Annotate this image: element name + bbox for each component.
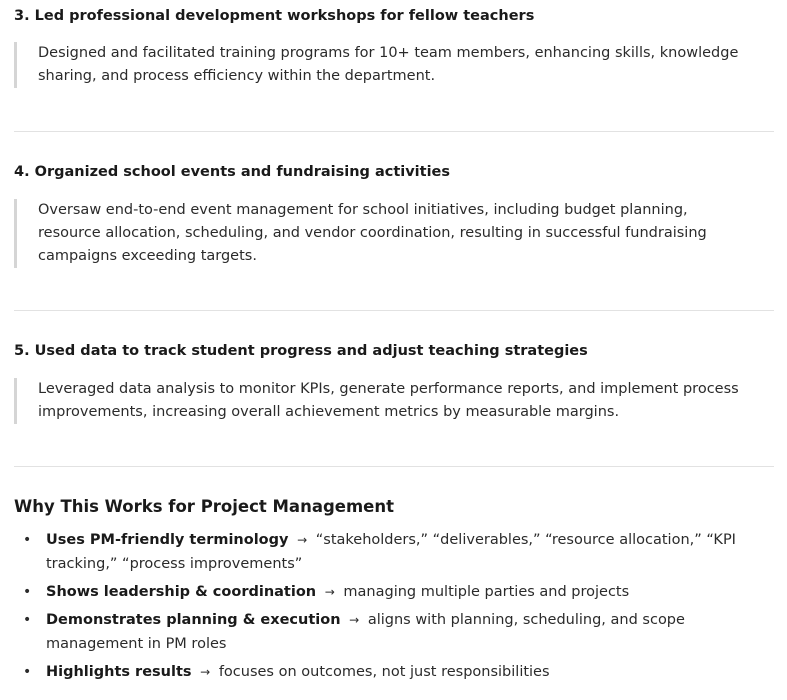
bullet-item (20, 580, 770, 604)
item-heading-3: 3. Led professional development workshops for fellow teachers (14, 8, 535, 24)
bullet-item (20, 608, 770, 656)
bullet-item (20, 660, 770, 684)
bullet-dot-icon: • (23, 584, 32, 600)
item-heading-5: 5. Used data to track student progress and adjust teaching strategies (14, 343, 588, 359)
divider (14, 310, 774, 311)
bullet-lead: Shows leadership & coordination (46, 584, 317, 600)
section-title: Why This Works for Project Management (14, 497, 394, 516)
bullet-lead: Demonstrates planning & execution (46, 612, 341, 628)
bullet-list (20, 528, 770, 688)
item-heading-4: 4. Organized school events and fundraising activities (14, 164, 451, 180)
divider (14, 131, 774, 132)
bullet-dot-icon: • (23, 612, 32, 628)
bullet-dot-icon: • (23, 664, 32, 680)
item-description-3: Designed and facilitated training programs for 10+ team members, enhancing skills, knowledge sharing, and process efficiency within the department. (14, 42, 754, 88)
bullet-text: “stakeholders,” “deliverables,” “resource allocation,” “KPI tracking,” “process improvements” (46, 532, 736, 572)
bullet-lead: Highlights results (46, 664, 192, 680)
bullet-text: aligns with planning, scheduling, and scope management in PM roles (46, 612, 685, 652)
bullet-text: focuses on outcomes, not just responsibilities (218, 664, 550, 680)
arrow-right-icon: → (297, 533, 308, 547)
item-description-5: Leveraged data analysis to monitor KPIs, generate performance reports, and implement process improvements, increasing overall achievement metrics by measurable margins. (14, 378, 754, 424)
item-description-4: Oversaw end-to-end event management for school initiatives, including budget planning, resource allocation, scheduling, and vendor coordination, resulting in successful fundraising campaigns exceeding targets. (14, 199, 754, 268)
arrow-right-icon: → (324, 585, 335, 599)
bullet-item (20, 528, 770, 576)
arrow-right-icon: → (349, 613, 360, 627)
bullet-text: managing multiple parties and projects (343, 584, 630, 600)
bullet-lead: Uses PM-friendly terminology (46, 532, 289, 548)
arrow-right-icon: → (200, 665, 211, 679)
bullet-dot-icon: • (23, 532, 32, 548)
divider (14, 466, 774, 467)
